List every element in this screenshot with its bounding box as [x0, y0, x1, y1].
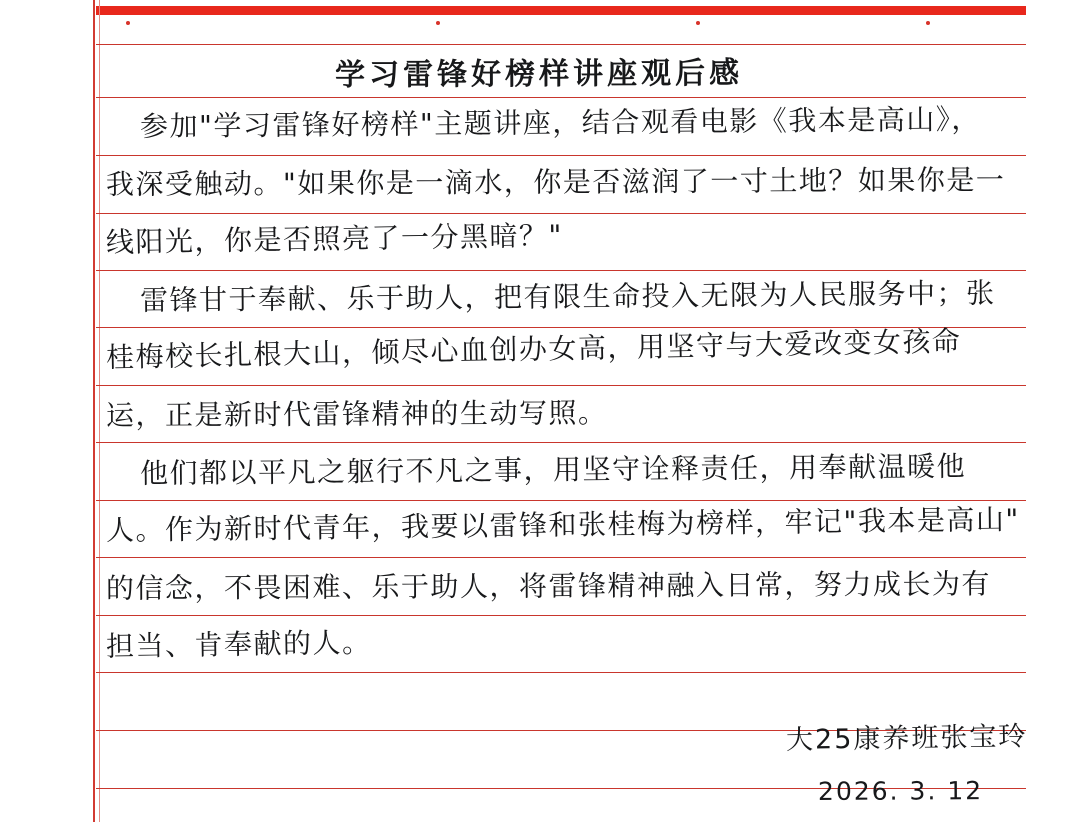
- signature: 大25康养班张宝玲: [785, 721, 1028, 756]
- essay-line: 桂梅校长扎根大山，倾尽心血创办女高，用坚守与大爱改变女孩命: [105, 324, 962, 374]
- essay-line: 我深受触动。"如果你是一滴水，你是否滋润了一寸土地？如果你是一: [105, 163, 1006, 201]
- essay-line: 线阳光，你是否照亮了一分黑暗？": [105, 218, 564, 259]
- essay-line: 他们都以平凡之躯行不凡之事，用坚守诠释责任，用奉献温暖他: [139, 449, 967, 490]
- date-text: 2026. 3. 12: [817, 776, 984, 806]
- essay-title: 学习雷锋好榜样讲座观后感: [334, 55, 744, 93]
- essay-line: 运，正是新时代雷锋精神的生动写照。: [105, 396, 608, 432]
- essay-line: 参加"学习雷锋好榜样"主题讲座，结合观看电影《我本是高山》，: [139, 102, 981, 143]
- essay-line: 的信念，不畏困难、乐于助人，将雷锋精神融入日常，努力成长为有: [105, 567, 992, 605]
- essay-line: 雷锋甘于奉献、乐于助人，把有限生命投入无限为人民服务中；张: [139, 276, 996, 317]
- essay-line: 人。作为新时代青年，我要以雷锋和张桂梅为榜样，牢记"我本是高山": [105, 502, 1020, 547]
- essay-line: 担当、肯奉献的人。: [105, 625, 372, 663]
